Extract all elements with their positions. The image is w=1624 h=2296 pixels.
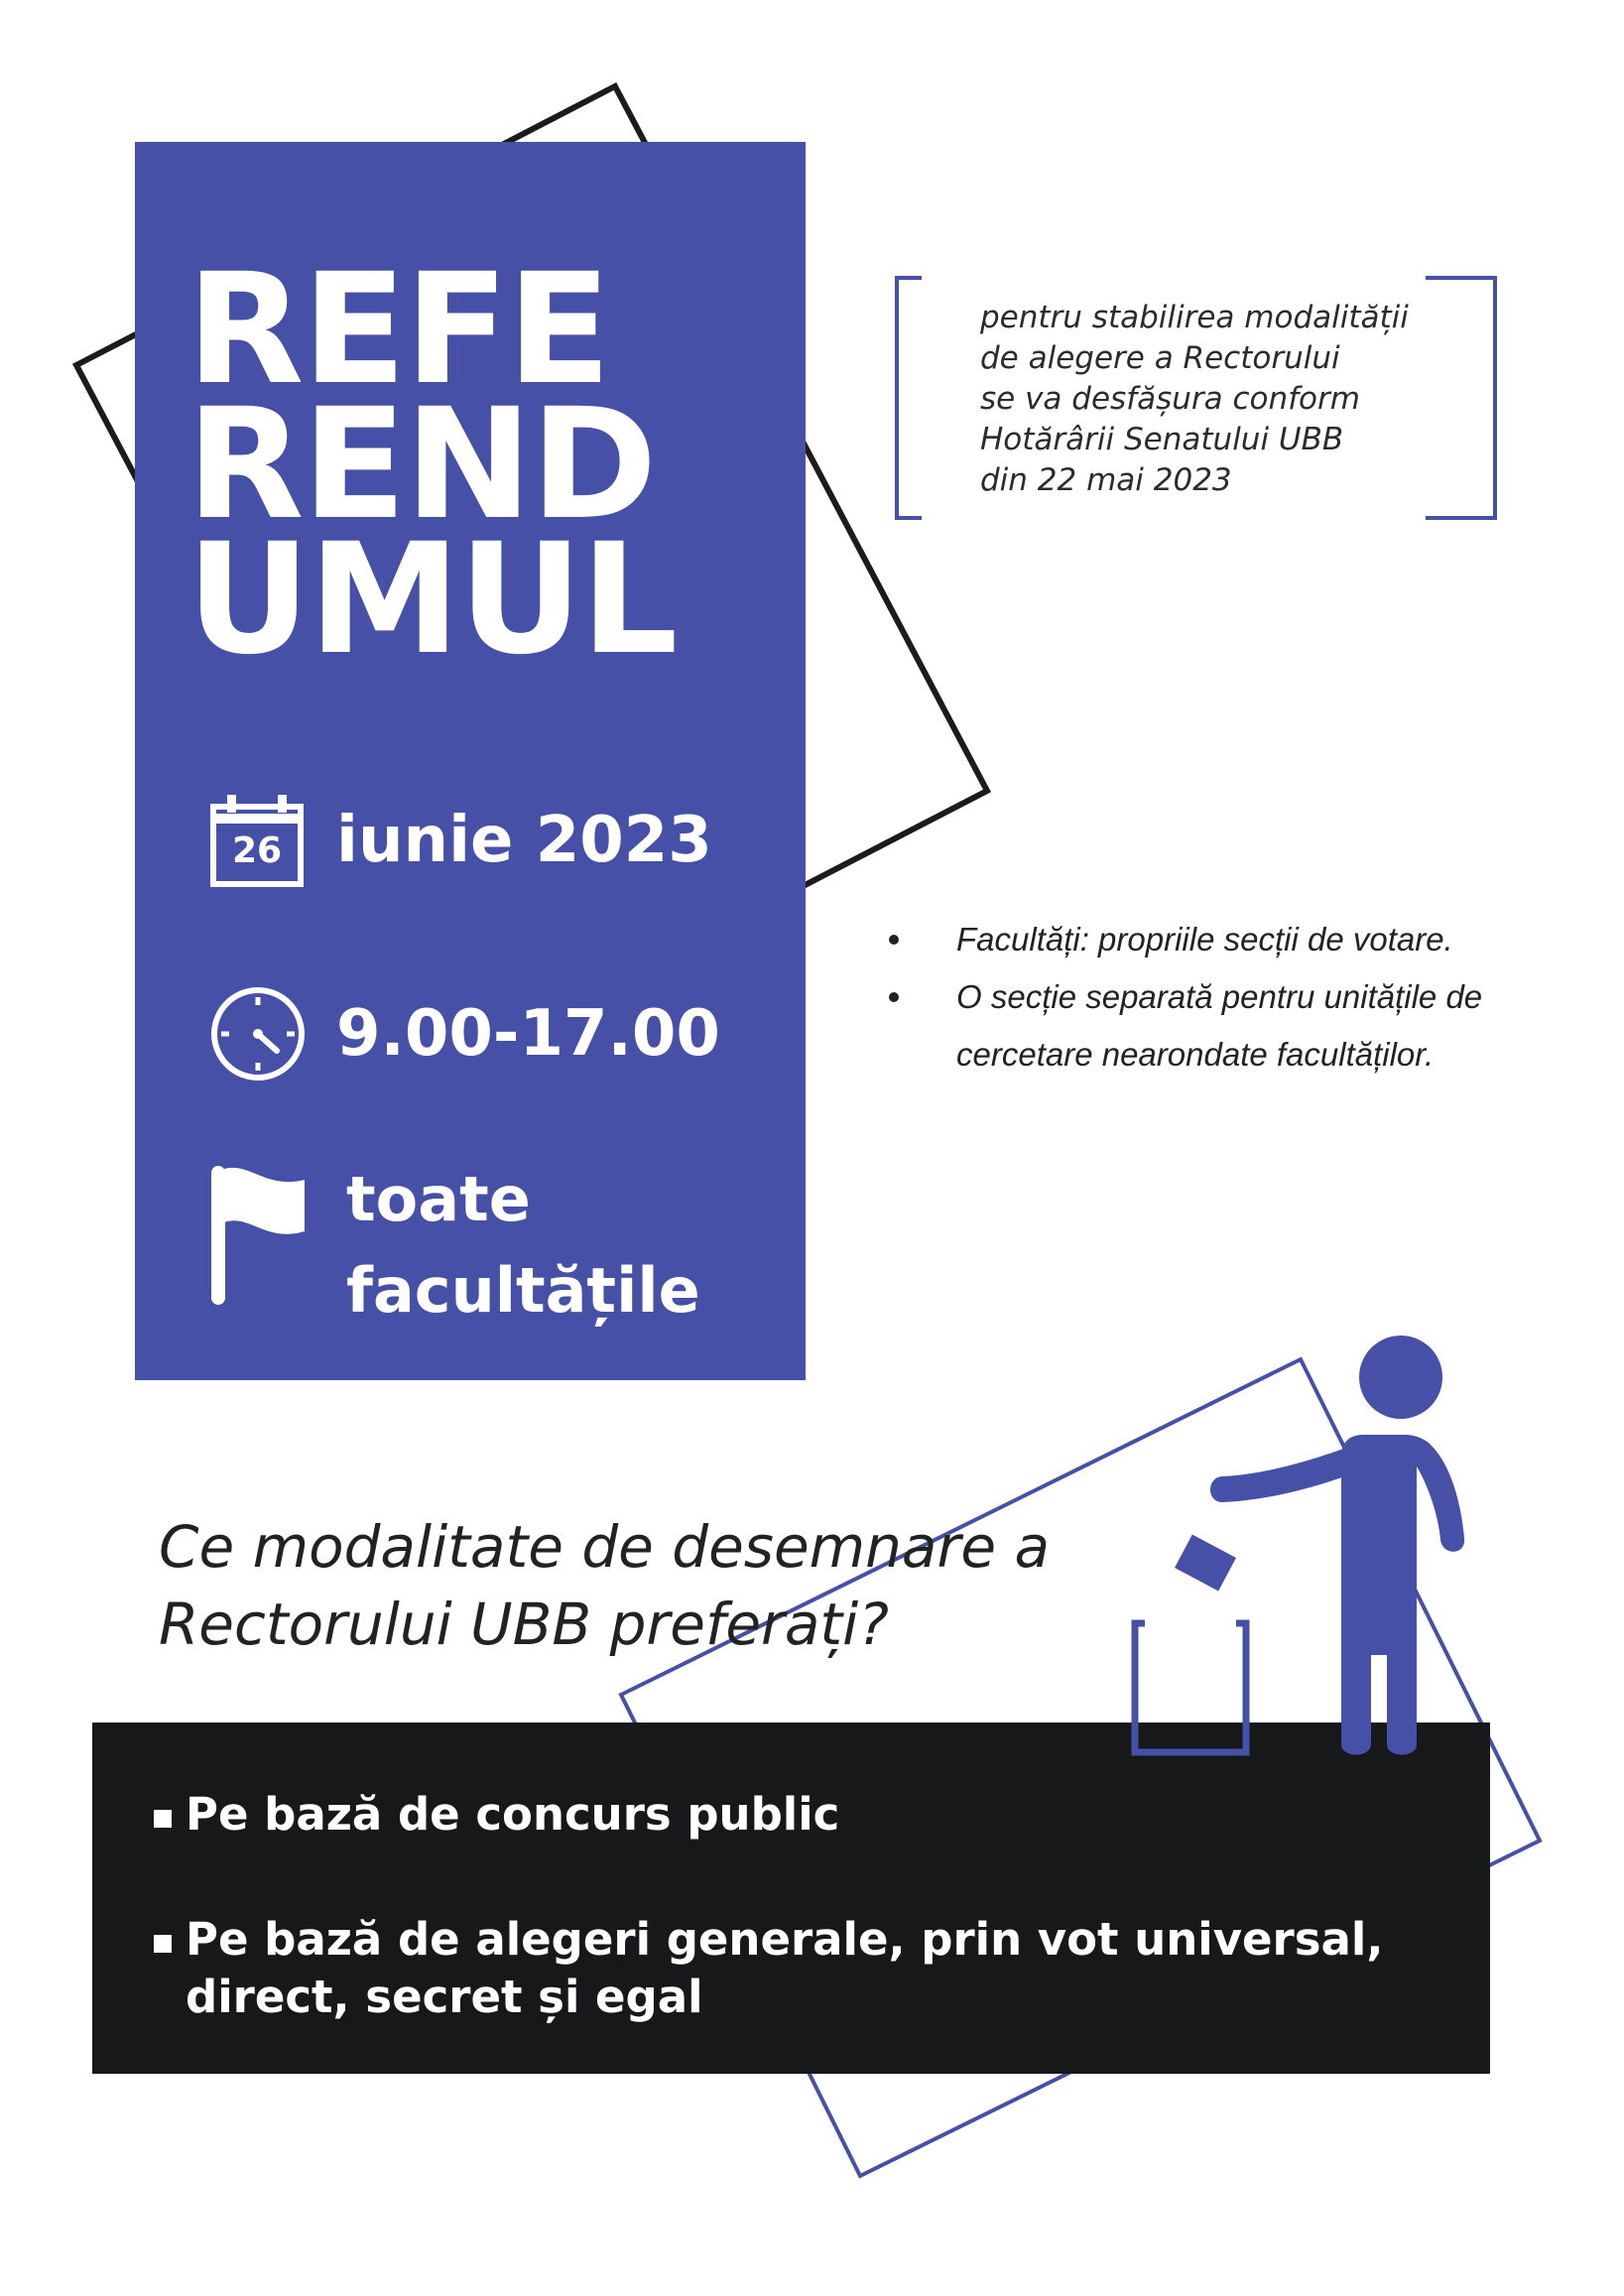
flag-icon — [209, 1160, 309, 1309]
place-line-1: toate — [346, 1163, 531, 1235]
option-text: Pe bază de concurs public — [186, 1788, 840, 1841]
info-panel — [135, 142, 806, 1380]
referendum-note — [980, 298, 1456, 501]
date-text: iunie 2023 — [336, 804, 712, 877]
option-item — [154, 1786, 1443, 1844]
voter-figure-icon — [1111, 1328, 1488, 1764]
note-line: pentru stabilirea modalității — [980, 300, 1409, 335]
list-item-text: Facultăți: propriile secții de votare. — [956, 921, 1453, 957]
note-line: Hotărârii Senatului UBB — [980, 422, 1344, 457]
list-item — [881, 911, 1575, 968]
ballot-box-icon — [1135, 1623, 1246, 1752]
referendum-question — [159, 1508, 1131, 1663]
note-line: de alegere a Rectorului — [980, 340, 1340, 376]
time-row — [209, 985, 720, 1083]
question-line-2: Rectorului UBB preferați? — [159, 1591, 890, 1658]
option-text: Pe bază de alegeri generale, prin vot universal, direct, secret și egal — [186, 1913, 1384, 2023]
ballot-paper — [1175, 1534, 1236, 1591]
list-item — [881, 968, 1575, 1084]
date-row — [209, 793, 712, 888]
clock-icon — [209, 985, 307, 1083]
voting-sections-list — [881, 911, 1575, 1084]
place-line-2: facultățile — [346, 1254, 700, 1327]
bullet-icon — [889, 992, 899, 1002]
options-box — [92, 1722, 1490, 2074]
square-bullet-icon — [154, 1935, 172, 1953]
square-bullet-icon — [154, 1810, 172, 1828]
bullet-icon — [889, 935, 899, 945]
list-item-text: O secție separată pentru unitățile de cercetare nearondate facultăților. — [956, 978, 1483, 1073]
option-item — [154, 1911, 1443, 2026]
calendar-icon — [209, 793, 305, 888]
note-line: din 22 mai 2023 — [980, 462, 1232, 498]
referendum-title — [187, 241, 782, 689]
question-line-1: Ce modalitate de desemnare a — [159, 1513, 1050, 1581]
title-line-2: REND — [187, 376, 656, 554]
calendar-day: 26 — [231, 830, 283, 871]
place-row — [209, 1154, 700, 1337]
time-text: 9.00-17.00 — [336, 997, 720, 1071]
note-line: se va desfășura conform — [980, 381, 1360, 417]
title-line-1: REFE — [187, 241, 610, 419]
title-line-3: UMUL — [187, 511, 677, 689]
